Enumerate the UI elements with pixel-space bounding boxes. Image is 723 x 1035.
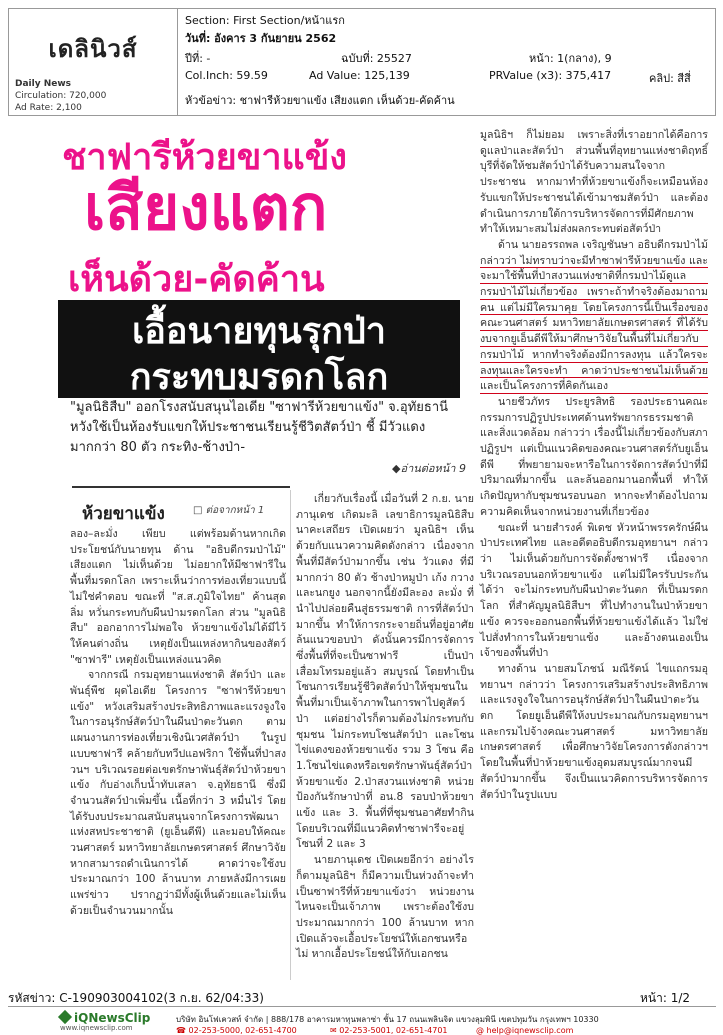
headline-line-3: เห็นด้วย-คัดค้าน bbox=[68, 259, 325, 300]
paragraph: เกี่ยวกับเรื่องนี้ เมื่อวันที่ 2 ก.ย. นายภานุเดช เกิดมะลิ เลขาธิการมูลนิธิสืบนาคะเสถียร เปิดเผยว่า มูลนิธิฯ เห็นด้วยกับแนวความคิดดังกล่าว เนื่องจากพื้นที่มีสัตว์ป่ามากขึ้น เช่น วัวแดง ที่มีมากกว่า 80 ตัว ช้างป่าหมูป่า เก้ง กวาง และนกยูง นอกจากนี้ยังมีละอง ละมั่ง ที่นำไปปล่อยคืนสู่ธรรมชาติ การที่สัตว์ป่ามากขึ้น ทำให้การกระจายถิ่นที่อยู่อาศัยล้นแนวขอบป่า ดังนั้นควรมีการจัดการซึ่งพื้นที่ที่จะเป็นซาฟารี เป็นป่าเสื่อมโทรมอยู่แล้ว สมบูรณ์ โดยทำเป็นโซนการเรียนรู้ชีวิตสัตว์ป่าให้ชุมชนในพื้นที่มาเป็นเจ้าภาพในการพาไปดูสัตว์ป่า แต่อย่างไรก็ตามต้องไม่กระทบกับชุมชน ไม่กระทบโซนสัตว์ป่า และโซนไข่แดงของห้วยขาแข้ง รวม 3 โซน คือ 1.โซนไข่แดงหรือเขตรักษาพันธุ์สัตว์ป่าห้วยขาแข้ง 2.ป่าสงวนแห่งชาติ หน่วยป้องกันรักษาป่าที่ อน.8 รอบป่าห้วยขาแข้ง และ 3. พื้นที่ที่ชุมชนอาศัยทำกิน โดยบริเวณที่มีแนวคิดทำซาฟารีจะอยู่โซนที่ 2 และ 3 bbox=[296, 493, 474, 851]
email-icon: @ bbox=[476, 1026, 487, 1035]
highlight-underline bbox=[480, 346, 708, 348]
highlight-underline bbox=[480, 330, 708, 332]
section-label: ห้วยขาแข้ง bbox=[82, 504, 165, 524]
highlight-underline bbox=[480, 283, 708, 285]
newspaper-logo: เดลินิวส์ bbox=[48, 35, 138, 63]
iqnewsclip-logo-text: iQNewsClip bbox=[74, 1011, 151, 1025]
highlight-underline bbox=[480, 314, 708, 316]
paragraph: ทางด้าน นายสมโภชน์ มณีรัตน์ ไขแถกรมอุทยานฯ กล่าวว่า โครงการเสริมสร้างประสิทธิภาพและแรงจูงใจในการอนุรักษ์สัตว์ป่าในผืนป่าตะวันตก โดยยูเอ็นดีพีให้งบประมาณกับกรมอุทยานฯ และกรมไปจ้างคณะวนศาสตร์ มหาวิทยาลัยเกษตรศาสตร์ เพื่อศึกษาวิจัยโครงการดังกล่าวฯ โดยในพื้นที่ป่าห้วยขาแข้งอุดมสมบูรณ์มากจนมีสัตว์ป่ามากขึ้น จึงเป็นแนวคิดการบริหารจัดการสัตว์ป่าในรูปแบบ bbox=[480, 662, 708, 801]
article-column-b bbox=[296, 492, 474, 963]
year-field: ปีที่: - bbox=[185, 52, 211, 65]
footer-rule bbox=[8, 1006, 716, 1007]
section-field: Section: First Section/หน้าแรก bbox=[185, 14, 345, 27]
topic-field: หัวข้อข่าว: ชาฟารีห้วยขาแข้ง เสียงแตก เห็นด้วย-คัดค้าน bbox=[185, 94, 455, 107]
logo-box bbox=[9, 9, 178, 115]
clip-field: คลิป: สีสี่ bbox=[649, 72, 691, 85]
iqnewsclip-url[interactable]: www.iqnewsclip.com bbox=[60, 1024, 133, 1032]
subheadline-line-1: เอื้อนายทุนรุกป่า bbox=[131, 311, 386, 352]
headline-line-2: เสียงแตก bbox=[84, 171, 328, 244]
publication-name: Daily News bbox=[15, 79, 72, 89]
company-address: บริษัท อินโฟเควสท์ จำกัด | 888/178 อาคารมหาทุนพลาซ่า ชั้น 17 ถนนเพลินจิต แขวงลุมพินี เขตปทุมวัน กรุงเทพฯ 10330 bbox=[176, 1015, 599, 1024]
paragraph: จากกรณี กรมอุทยานแห่งชาติ สัตว์ป่า และพันธุ์พืช ผุดไอเดีย โครงการ "ซาฟารีห้วยขาแข้ง" หวังเสริมสร้างประสิทธิภาพและแรงจูงใจในการอนุรักษ์สัตว์ป่าในผืนป่าตะวันตก ตามแผนงานการท่องเที่ยวเชิงนิเวศสัตว์ป่า ในรูปแบบซาฟารี คล้ายกับทวีปแอฟริกา ใช้พื้นที่ป่าสงวนฯ บริเวณรอยต่อเขตรักษาพันธุ์สัตว์ป่าห้วยขาแข้ง กับอ่างเก็บน้ำทับเสลา จ.อุทัยธานี ซึ่งมีจำนวนสัตว์ป่าเพิ่มขึ้น เนื้อที่กว่า 3 หมื่นไร่ โดยได้รับงบประมาณสนับสนุนจากโครงการพัฒนาแห่งสหประชาชาติ (ยูเอ็นดีพี) และมอบให้คณะวนศาสตร์ มหาวิทยาลัยเกษตรศาสตร์ ศึกษาวิจัย หากสามารถดำเนินการได้ คาดว่าจะใช้งบประมาณกว่า 100 ล้านบาท ภายหลังมีการเผยแพร่ข่าว ปรากฏว่ามีทั้งผู้เห็นด้วยและไม่เห็นด้วยเป็นจำนวนมากนั้น bbox=[70, 669, 286, 917]
paragraph: ด้าน นายอรรถพล เจริญชันษา อธิบดีกรมป่าไม้ กล่าวว่า ไม่ทราบว่าจะมีทำซาฟารีห้วยขาแข้ง และจะมาใช้พื้นที่ป่าสงวนแห่งชาติที่กรมป่าไม้ดูแล กรมป่าไม้ไม่เกี่ยวข้อง เพราะถ้าทำจริงต้องมาถามคน แต่ไม่มีใครมาคุย โดยโครงการนี้เป็นเรื่องของคณะวนศาสตร์ มหาวิทยาลัยเกษตรศาสตร์ ที่ได้รับงบจากยูเอ็นดีพีให้มาศึกษาวิจัยในพื้นที่ไม่เกี่ยวกับกรมป่าไม้ หากทำจริงต้องมีการลงทุน แล้วใครจะลงทุนและใครจะทำ คาดว่าประชาชนไม่เห็นด้วย และเป็นโครงการที่คิดกันเอง bbox=[480, 238, 708, 393]
highlight-underline bbox=[480, 299, 708, 301]
fax-number: 02-253-5001, 02-651-4701 bbox=[339, 1026, 448, 1035]
fax-icon: ✉ bbox=[330, 1026, 340, 1035]
fax-contact bbox=[330, 1026, 448, 1035]
paragraph: นายชีวภัทร ประยูรสิทธิ รองประธานคณะกรรมการปฏิรูปประเทศด้านทรัพยากรธรรมชาติและสิ่งแวดล้อม กล่าวว่า เรื่องนี้ไม่เกี่ยวข้องกับสภาปฏิรูปฯ แต่เป็นแนวคิดของคณะวนศาสตร์กับยูเอ็นดีพี ที่พยายามจะหารือในการจัดการสัตว์ป่าที่มีปริมาณที่มากขึ้น และล้นออกมานอกพื้นที่ ทำให้เกิดปัญหากับชุมชนรอบนอก หากจะทำต้องไปถามความคิดเห็นจากหน่วยงานที่เกี่ยวข้อง bbox=[480, 395, 708, 518]
iqnewsclip-logo-icon bbox=[58, 1010, 72, 1024]
section-continued: □ ต่อจากหน้า 1 bbox=[193, 505, 265, 516]
issue-field: ฉบับที่: 25527 bbox=[341, 52, 412, 65]
headline-line-1: ชาฟารีห้วยขาแข้ง bbox=[62, 137, 347, 178]
circulation: Circulation: 720,000 bbox=[15, 91, 107, 101]
phone-icon: ☎ bbox=[176, 1026, 189, 1035]
subheadline-box bbox=[58, 300, 460, 398]
pr-value-field: PRValue (x3): 375,417 bbox=[489, 69, 612, 82]
article-column-c bbox=[480, 128, 708, 803]
highlight-underline bbox=[480, 377, 708, 379]
date-field: วันที่: อังคาร 3 กันยายน 2562 bbox=[185, 32, 337, 45]
page-field: หน้า: 1(กลาง), 9 bbox=[529, 52, 612, 65]
paragraph: มูลนิธิฯ ก็ไม่ยอม เพราะสิ่งที่เราอยากได้คือการดูแลป่าและสัตว์ป่า ส่วนพื้นที่อุทยานแห่งชาติฤทธิ์บุรีที่จัดให้ชมสัตว์ป่าได้รับความสนใจจากประชาชน หากมาทำที่ห้วยขาแข้งก็จะเหมือนห้องรับแขกให้ประชาชนได้เข้ามาชมสัตว์ป่า และต้องดำเนินการภายใต้การบริหารจัดการที่มีศักยภาพ ทำให้เหมาะสมไม่ส่งผลกระทบต่อสัตว์ป่า bbox=[480, 129, 708, 236]
page-count: หน้า: 1/2 bbox=[640, 991, 691, 1005]
clip-header bbox=[8, 8, 716, 116]
highlight-underline bbox=[480, 362, 708, 364]
iqnewsclip-logo bbox=[60, 1011, 150, 1025]
phone-contact bbox=[176, 1026, 297, 1035]
highlight-underline bbox=[480, 267, 708, 269]
section-rule bbox=[72, 486, 290, 488]
column-divider bbox=[290, 490, 291, 980]
highlighted-quote bbox=[480, 238, 708, 395]
continue-marker: ◆อ่านต่อหน้า 9 bbox=[392, 462, 466, 475]
paragraph: ลอง–ละมั่ง เพียบ แต่พร้อมด้านหากเกิดประโยชน์กับนายทุน ด้าน "อธิบดีกรมป่าไม้" เสียงแตก ไม่เห็นด้วย ไม่อยากให้มีซาฟารีในพื้นที่มรดกโลก เพราะเห็นว่าการท่องเที่ยวแบบนี้ไม่ใช่คำตอบ ขณะที่ "ส.ส.ภูมิใจไทย" ค้านสุดลิ่ม หวั่นกระทบกับผืนป่ามรดกโลก ส่วน "มูลนิธิสืบ" ออกอาการไม่พอใจ ห้วยขาแข้งไม่ได้มีไว้ให้คนต่างถิ่น เหตุยังเป็นแหล่งหากินของสัตว์ "ซาฟารี" เหตุยังเป็นแหล่งแนวคิด bbox=[70, 528, 286, 666]
highlight-underline bbox=[480, 393, 708, 395]
ad-value-field: Ad Value: 125,139 bbox=[309, 69, 410, 82]
email-address[interactable]: help@iqnewsclip.com bbox=[486, 1026, 574, 1035]
email-contact[interactable] bbox=[476, 1026, 573, 1035]
col-inch-field: Col.Inch: 59.59 bbox=[185, 69, 268, 82]
article-column-a bbox=[70, 527, 286, 920]
paragraph: ขณะที่ นายสำรงค์ พิเดช หัวหน้าพรรครักษ์ผืนป่าประเทศไทย และอดีตอธิบดีกรมอุทยานฯ กล่าวว่า ไม่เห็นด้วยกับการจัดตั้งซาฟารี เนื่องจากบริเวณรอบนอกห้วยขาแข้ง แต่ไม่มีใครรับประกันได้ว่า จะไม่กระทบกับผืนป่าตะวันตก ที่เป็นมรดกโลก ที่สำคัญมูลนิธิสืบฯ ที่ไปทำงานในป่าห้วยขาแข้ง ควรจะออกนอกพื้นที่ห้วยขาแข้งได้แล้ว ไม่ใช่ไปสั่งทำการในห้วยขาแข้ง และอ้างตนเองเป็นเจ้าของพื้นที่ป่า bbox=[480, 521, 708, 660]
phone-number: 02-253-5000, 02-651-4700 bbox=[188, 1026, 297, 1035]
lead-paragraph: "มูลนิธิสืบ" ออกโรงสนับสนุนไอเดีย "ซาฟารีห้วยขาแข้ง" จ.อุทัยธานี หวังใช้เป็นห้องรับแขกให้ประชาชนเรียนรู้ชีวิตสัตว์ป่า ชี้ มีวัวแดงมากกว่า 80 ตัว กระทิง-ช้างป่า- bbox=[70, 400, 449, 455]
paragraph: นายภานุเดช เปิดเผยอีกว่า อย่างไรก็ตามมูลนิธิฯ ก็มีความเป็นห่วงถ้าจะทำเป็นซาฟารีที่ห้วยขาแข้งว่า หน่วยงานไหนจะเป็นเจ้าภาพ เพราะต้องใช้งบประมาณมากกว่า 100 ล้านบาท หากเปิดแล้วจะเอื้อประโยชน์ให้เอกชนหรือไม่ หากเอื้อประโยชน์ให้กับเอกชน bbox=[296, 854, 474, 961]
news-id: รหัสข่าว: C-190903004102(3 ก.ย. 62/04:33) bbox=[8, 991, 264, 1005]
ad-rate: Ad Rate: 2,100 bbox=[15, 103, 82, 113]
subheadline-line-2: กระทบมรดกโลก bbox=[129, 357, 389, 398]
